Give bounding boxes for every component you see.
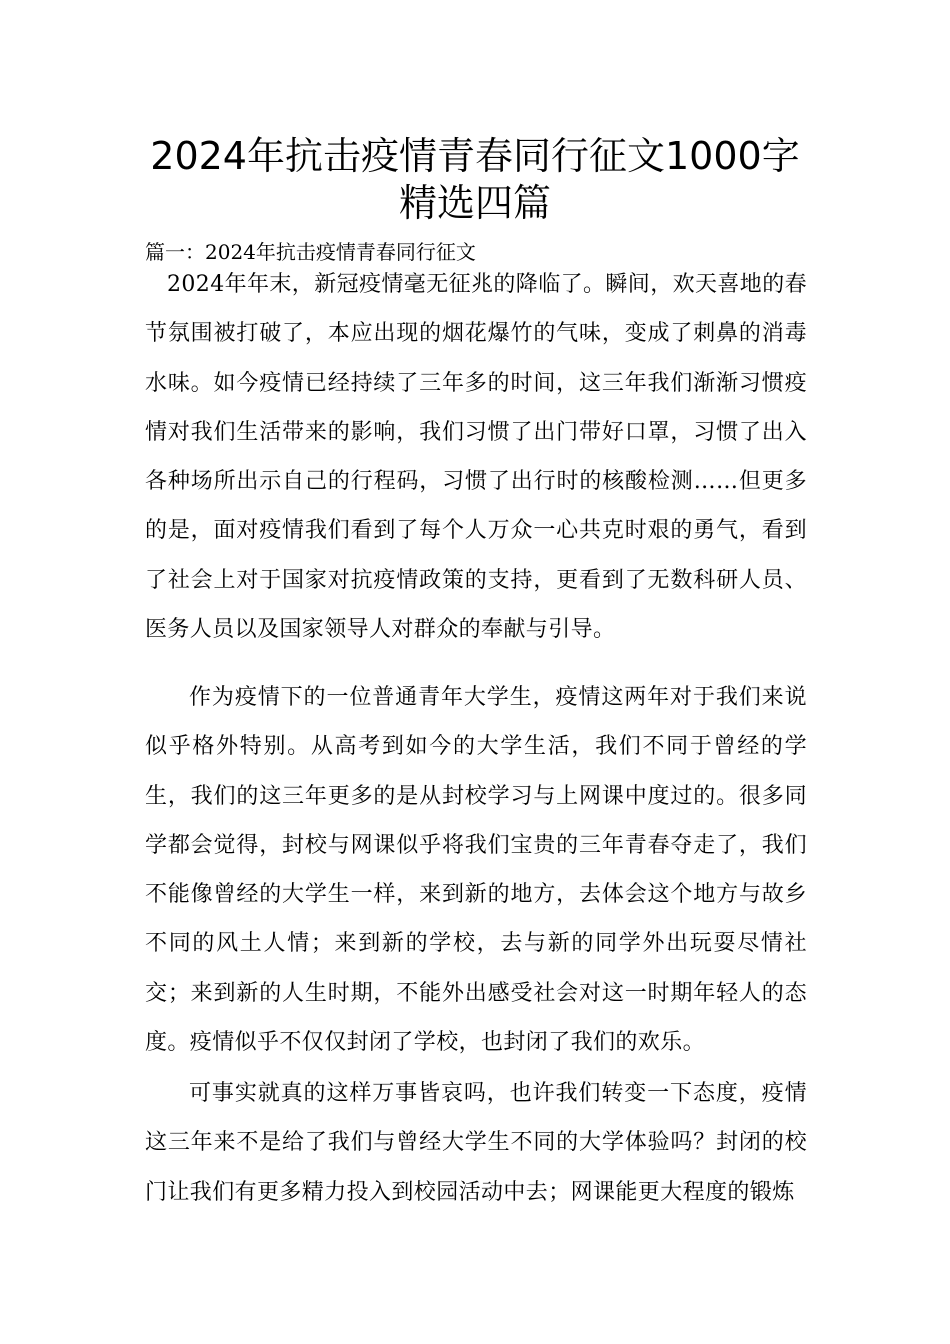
paragraph-3: 可事实就真的这样万事皆哀吗，也许我们转变一下态度，疫情这三年来不是给了我们与曾经大学生不同的大学体验吗？封闭的校门让我们有更多精力投入到校园活动中去；网课能更大程度的锻炼 — [145, 1081, 807, 1205]
paragraph-2: 作为疫情下的一位普通青年大学生，疫情这两年对于我们来说似乎格外特别。从高考到如今的大学生活，我们不同于曾经的学生，我们的这三年更多的是从封校学习与上网课中度过的。很多同学都会觉得，封校与网课似乎将我们宝贵的三年青春夺走了，我们不能像曾经的大学生一样，来到新的地方，去体会这个地方与故乡不同的风土人情；来到新的学校，去与新的同学外出玩耍尽情社交；来到新的人生时期，不能外出感受社会对这一时期年轻人的态度。疫情似乎不仅仅封闭了学校，也封闭了我们的欢乐。 — [145, 685, 807, 1056]
section-heading: 篇一：2024年抗击疫情青春同行征文 — [145, 240, 476, 264]
paragraph-1: 2024年年末，新冠疫情毫无征兆的降临了。瞬间，欢天喜地的春节氛围被打破了，本应出现的烟花爆竹的气味，变成了刺鼻的消毒水味。如今疫情已经持续了三年多的时间，这三年我们渐渐习惯疫情对我们生活带来的影响，我们习惯了出门带好口罩，习惯了出入各种场所出示自己的行程码，习惯了出行时的核酸检测……但更多的是，面对疫情我们看到了每个人万众一心共克时艰的勇气，看到了社会上对于国家对抗疫情政策的支持，更看到了无数科研人员、医务人员以及国家领导人对群众的奉献与引导。 — [145, 272, 807, 643]
document-title-line-2: 精选四篇 — [398, 181, 551, 225]
document-title-line-1: 2024年抗击疫情青春同行征文1000字 — [150, 134, 800, 178]
